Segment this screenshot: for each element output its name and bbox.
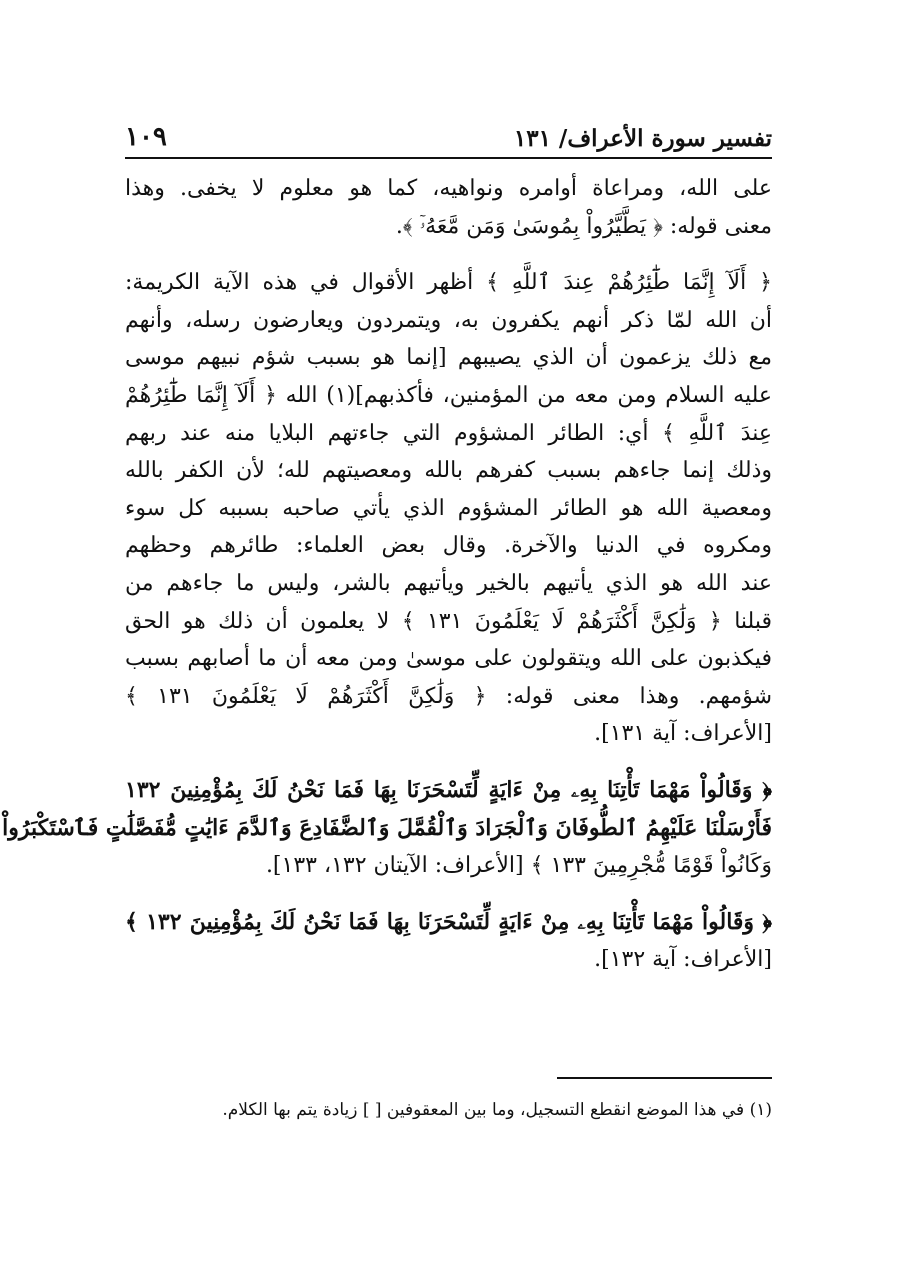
text-line: وذلك إنما جاءهم بسبب كفرهم بالله ومعصيتهم لله؛ لأن الكفر بالله <box>125 458 772 484</box>
text-line: فيكذبون على الله ويتقولون على موسىٰ ومن معه أن ما أصابهم بسبب <box>125 646 772 672</box>
text-line: مع ذلك يزعمون أن الذي يصيبهم [إنما هو بسبب شؤم نبيهم موسى <box>125 345 772 371</box>
paragraph-1 <box>125 170 772 245</box>
quran-verse-line: ﴿ وَقَالُواْ مَهْمَا تَأْتِنَا بِهِۦ مِنْ ءَايَةٍ لِّتَسْحَرَنَا بِهَا فَمَا نَحْنُ لَكَ بِمُؤْمِنِينَ ١٣٢ ﴾ <box>125 908 772 935</box>
text-line: [الأعراف: آية ١٣٢]. <box>594 947 772 973</box>
paragraph-4 <box>125 904 772 979</box>
footnote: (١) في هذا الموضع انقطع التسجيل، وما بين المعقوفين [ ] زيادة يتم بها الكلام. <box>222 1100 772 1120</box>
quran-verse-line: فَأَرْسَلْنَا عَلَيْهِمُ ٱلطُّوفَانَ وَٱلْجَرَادَ وَٱلْقُمَّلَ وَٱلضَّفَادِعَ وَٱلدَّمَ ءَايَٰتٍ مُّفَصَّلَٰتٍ فَٱسْتَكْبَرُواْ <box>2 814 772 841</box>
quran-verse-line: ﴿ وَقَالُواْ مَهْمَا تَأْتِنَا بِهِۦ مِنْ ءَايَةٍ لِّتَسْحَرَنَا بِهَا فَمَا نَحْنُ لَكَ بِمُؤْمِنِينَ ١٣٢ <box>125 776 772 803</box>
body-text <box>2 170 773 979</box>
paragraph-3 <box>2 772 772 885</box>
text-line: وَكَانُواْ قَوْمًا مُّجْرِمِينَ ١٣٣ ﴾ [الأعراف: الآيتان ١٣٢، ١٣٣]. <box>265 853 772 879</box>
running-title: تفسير سورة الأعراف/ ١٣١ <box>513 125 772 152</box>
text-line: على الله، ومراعاة أوامره ونواهيه، كما هو معلوم لا يخفى. وهذا <box>125 176 772 201</box>
text-line: ﴿ أَلَآ إِنَّمَا طَٰٓئِرُهُمْ عِندَ ٱللَّهِ ﴾ أظهر الأقوال في هذه الآية الكريمة: <box>125 270 772 296</box>
paragraph-2 <box>125 264 772 753</box>
header-divider <box>125 157 772 159</box>
text-line: أن الله لمّا ذكر أنهم يكفرون به، ويتمردون ويعارضون رسله، وأنهم <box>125 307 772 333</box>
text-line: معنى قوله: ﴿ يَطَّيَّرُواْ بِمُوسَىٰ وَمَن مَّعَهُۥٓ ﴾. <box>395 213 772 239</box>
text-line: قبلنا ﴿ وَلَٰكِنَّ أَكْثَرَهُمْ لَا يَعْلَمُونَ ١٣١ ﴾ لا يعلمون أن ذلك هو الحق <box>125 608 772 634</box>
page-number: ١٠٩ <box>125 122 167 152</box>
text-line: عند الله هو الذي يأتيهم بالخير ويأتيهم بالشر، وليس ما جاءهم من <box>125 570 772 596</box>
footnote-divider <box>557 1077 772 1079</box>
page-header <box>125 112 772 152</box>
text-line: عليه السلام ومن معه من المؤمنين، فأكذبهم](١) الله ﴿ أَلَآ إِنَّمَا طَٰٓئِرُهُمْ <box>125 382 772 408</box>
text-line: [الأعراف: آية ١٣١]. <box>594 721 772 747</box>
text-line: ومعصية الله هو الطائر المشؤوم الذي يأتي صاحبه بسببه كل سوء <box>125 495 772 521</box>
text-line: عِندَ ٱللَّهِ ﴾ أي: الطائر المشؤوم التي جاءتهم البلايا منه عند ربهم <box>125 420 772 446</box>
text-line: شؤمهم. وهذا معنى قوله: ﴿ وَلَٰكِنَّ أَكْثَرَهُمْ لَا يَعْلَمُونَ ١٣١ ﴾ <box>125 683 773 709</box>
text-line: ومكروه في الدنيا والآخرة. وقال بعض العلماء: طائرهم وحظهم <box>125 533 772 559</box>
